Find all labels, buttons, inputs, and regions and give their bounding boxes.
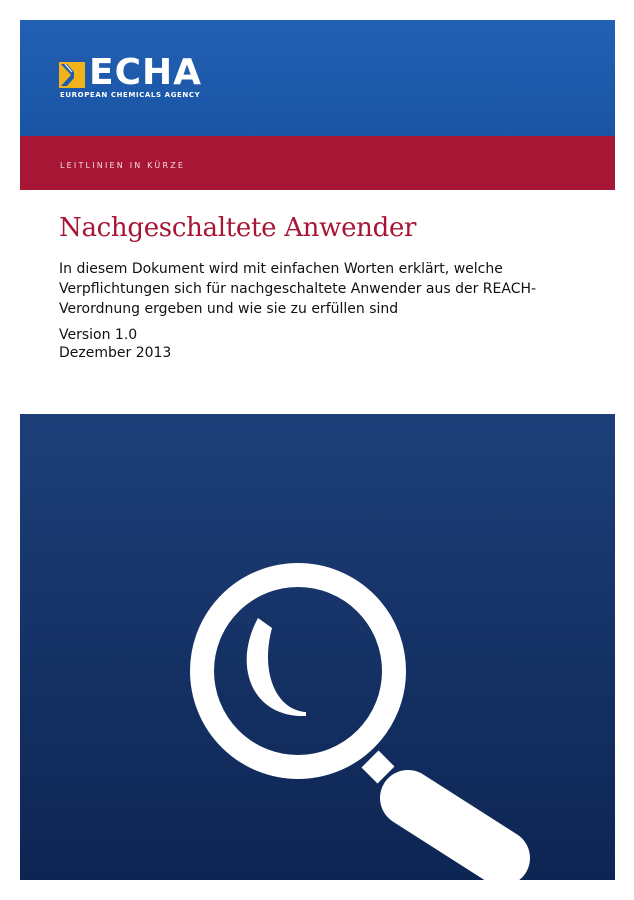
logo-subtitle: EUROPEAN CHEMICALS AGENCY (60, 91, 201, 99)
document-date: Dezember 2013 (59, 345, 172, 361)
document-subtitle: In diesem Dokument wird mit einfachen Worten erklärt, welche Verpflichtungen sich für nachgeschaltete Anwender aus der REACH-Verordnung ergeben und wie sie zu erfüllen sind (59, 261, 537, 317)
document-title: Nachgeschaltete Anwender (59, 213, 417, 243)
logo-wordmark: ECHA (89, 52, 203, 93)
category-label: LEITLINIEN IN KÜRZE (60, 161, 186, 170)
magnifier-icon (20, 414, 615, 880)
category-band (20, 136, 615, 190)
header-banner (20, 20, 615, 136)
document-version: Version 1.0 (59, 327, 138, 343)
echa-logo-icon (59, 62, 85, 88)
cover-illustration (20, 414, 615, 880)
